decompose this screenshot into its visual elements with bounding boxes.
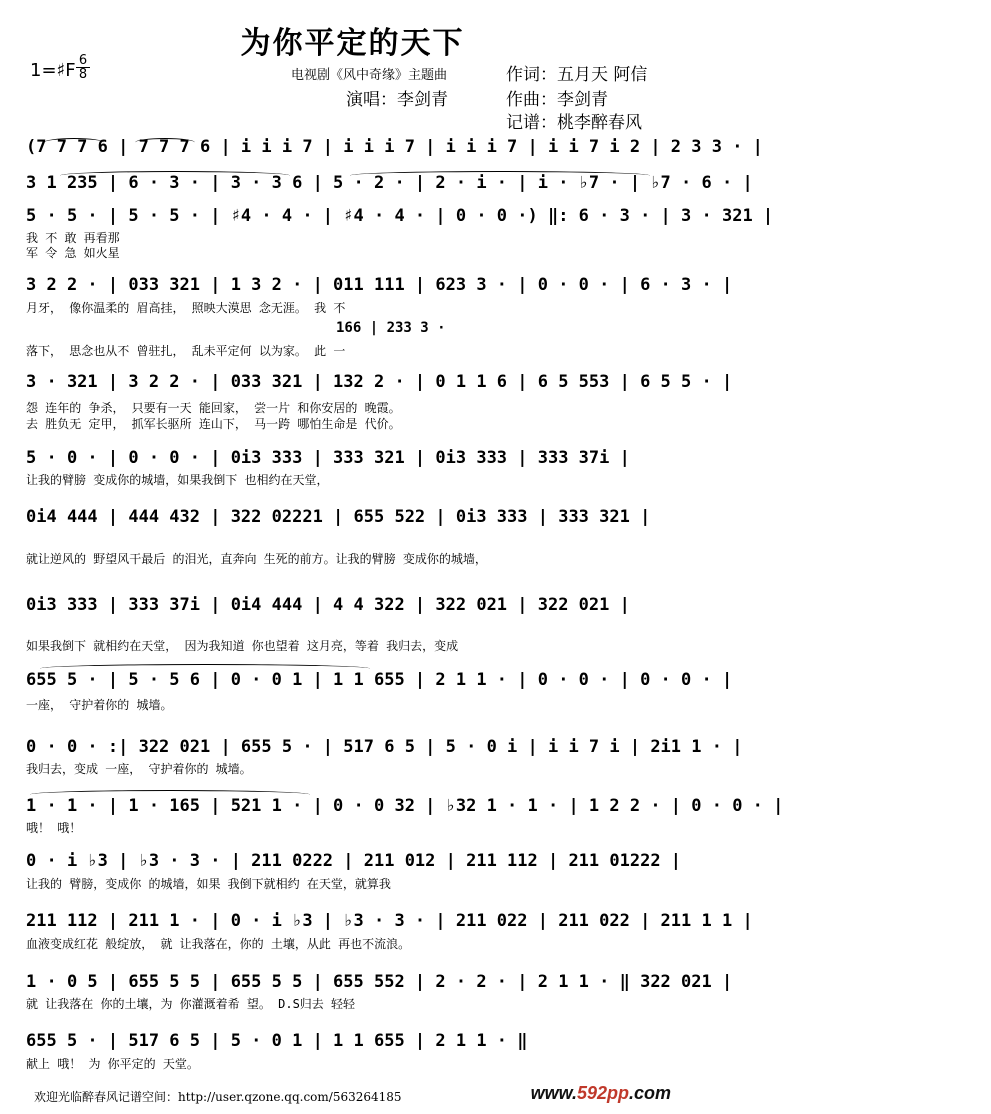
lyric-line: 落下， 思念也从不 曾驻扎， 乱未平定何 以为家。 此 一 (26, 344, 346, 358)
lyric-line: 让我的 臂膀，变成你 的城墙，如果 我倒下就相约 在天堂，就算我 (26, 877, 391, 891)
slur-mark (60, 171, 290, 180)
lyric-line: 军 令 急 如火星 (26, 246, 120, 260)
score-line (26, 371, 733, 431)
lyric-line: 我 不 敢 再看那 (26, 231, 120, 245)
score-line (26, 669, 733, 712)
meter-bottom: 8 (76, 67, 90, 81)
notation: 1 · 0 5 | 655 5 5 | 655 5 5 | 655 552 | 2 · 2 · | 2 1 1 · ‖ 322 021 | (26, 972, 733, 992)
slur-mark (135, 138, 195, 147)
lyricist-credit: 作词：五月天 阿信 (506, 65, 648, 85)
meter-top: 6 (78, 53, 88, 68)
score-line (26, 447, 681, 487)
notation: 655 5 · | 517 6 5 | 5 · 0 1 | 1 1 655 | 2 1 1 · ‖ (26, 1031, 528, 1051)
key-signature: 1=♯F (30, 60, 76, 81)
notation: 166 | 233 3 · (336, 320, 446, 336)
score-line (26, 594, 681, 653)
song-title: 为你平定的天下 (240, 26, 465, 61)
subtitle: 电视剧《风中奇缘》主题曲 (291, 68, 448, 83)
lyric-line: 怨 连年的 争杀， 只要有一天 能回家， 尝一片 和你安居的 晚霞。 (26, 401, 401, 415)
score-line (26, 136, 763, 172)
lyric-line: 哦！ 哦！ (26, 821, 82, 835)
notation: 3 1 235 | 6 · 3 · | 3 · 3 6 | 5 · 2 · | 2 · i · | i · ♭7 · | ♭7 · 6 · | (26, 173, 753, 193)
score-line (26, 317, 681, 358)
notation: 0i4 444 | 444 432 | 322 02221 | 655 522 | 0i3 333 | 333 321 | (26, 507, 651, 527)
footer-url: 欢迎光临醉春风记谱空间：http://user.qzone.qq.com/563264185 (34, 1090, 402, 1104)
site-watermark (531, 1083, 671, 1104)
slur-mark (350, 171, 650, 180)
lyric-line: 如果我倒下 就相约在天堂， 因为我知道 你也望着 这月亮，等着 我归去，变成 (26, 639, 459, 653)
notation: 5 · 0 · | 0 · 0 · | 0i3 333 | 333 321 | 0i3 333 | 333 37i | (26, 448, 630, 468)
notation: 0i3 333 | 333 37i | 0i4 444 | 4 4 322 | 322 021 | 322 021 | (26, 595, 630, 615)
slur-mark (30, 790, 310, 799)
notation: 3 · 321 | 3 2 2 · | 033 321 | 132 2 · | 0 1 1 6 | 6 5 553 | 6 5 5 · | (26, 372, 733, 392)
slur-mark (40, 664, 370, 673)
lyric-line: 让我的臂膀 变成你的城墙，如果我倒下 也相约在天堂， (26, 473, 329, 487)
score-line (26, 850, 682, 891)
notation: 0 · i ♭3 | ♭3 · 3 · | 211 0222 | 211 012 | 211 112 | 211 01222 | (26, 851, 682, 871)
lyric-line: 我归去，变成 一座， 守护着你的 城墙。 (26, 762, 252, 776)
time-signature (76, 54, 90, 81)
site-suffix: .com (628, 1083, 671, 1103)
site-main: 592pp (576, 1083, 629, 1103)
transcriber-credit: 记谱：桃李醉春风 (506, 113, 642, 133)
score-line (26, 910, 753, 951)
notation: 1 · 1 · | 1 · 165 | 521 1 · | 0 · 0 32 | ♭32 1 · 1 · | 1 2 2 · | 0 · 0 · | (26, 796, 784, 816)
notation: 211 112 | 211 1 · | 0 · i ♭3 | ♭3 · 3 · | 211 022 | 211 022 | 211 1 1 | (26, 911, 753, 931)
notation: 3 2 2 · | 033 321 | 1 3 2 · | 011 111 | 623 3 · | 0 · 0 · | 6 · 3 · | (26, 275, 733, 295)
score-line (26, 736, 743, 776)
composer-credit: 作曲：李剑青 (506, 90, 608, 110)
slur-mark (44, 138, 104, 147)
score-line (26, 795, 784, 835)
site-prefix: www. (530, 1083, 577, 1103)
score-line (26, 274, 733, 315)
singer-credit: 演唱：李剑青 (346, 90, 448, 110)
lyric-line: 月牙， 像你温柔的 眉高挂， 照映大漠思 念无涯。 我 不 (26, 301, 346, 315)
lyric-line: 献上 哦！ 为 你平定的 天堂。 (26, 1057, 199, 1071)
score-line (26, 205, 774, 260)
lyric-line: 去 胜负无 定甲， 抓军长驱所 连山下， 马一跨 哪怕生命是 代价。 (26, 417, 401, 431)
score-line (26, 1030, 681, 1071)
score-line (26, 971, 733, 1011)
lyric-line: 就让逆风的 野望风干最后 的泪光，直奔向 生死的前方。让我的臂膀 变成你的城墙， (26, 552, 487, 566)
notation: 655 5 · | 5 · 5 6 | 0 · 0 1 | 1 1 655 | 2 1 1 · | 0 · 0 · | 0 · 0 · | (26, 670, 733, 690)
lyric-line: 一座， 守护着你的 城墙。 (26, 698, 173, 712)
notation: 0 · 0 · :| 322 021 | 655 5 · | 517 6 5 | 5 · 0 i | i i 7 i | 2i1 1 · | (26, 737, 743, 757)
lyric-line: 血液变成红花 般绽放， 就 让我落在，你的 土壤，从此 再也不流浪。 (26, 937, 411, 951)
notation: (7 7 7 6 | 7 7 7 6 | i i i 7 | i i i 7 | i i i 7 | i i 7 i 2 | 2 3 3 · | (26, 137, 763, 157)
notation: 5 · 5 · | 5 · 5 · | ♯4 · 4 · | ♯4 · 4 · | 0 · 0 ·) ‖: 6 · 3 · | 3 · 321 | (26, 206, 774, 226)
lyric-line: 就 让我落在 你的土壤，为 你灌溉着希 望。 D.S归去 轻轻 (26, 997, 356, 1011)
score-line (26, 506, 681, 566)
